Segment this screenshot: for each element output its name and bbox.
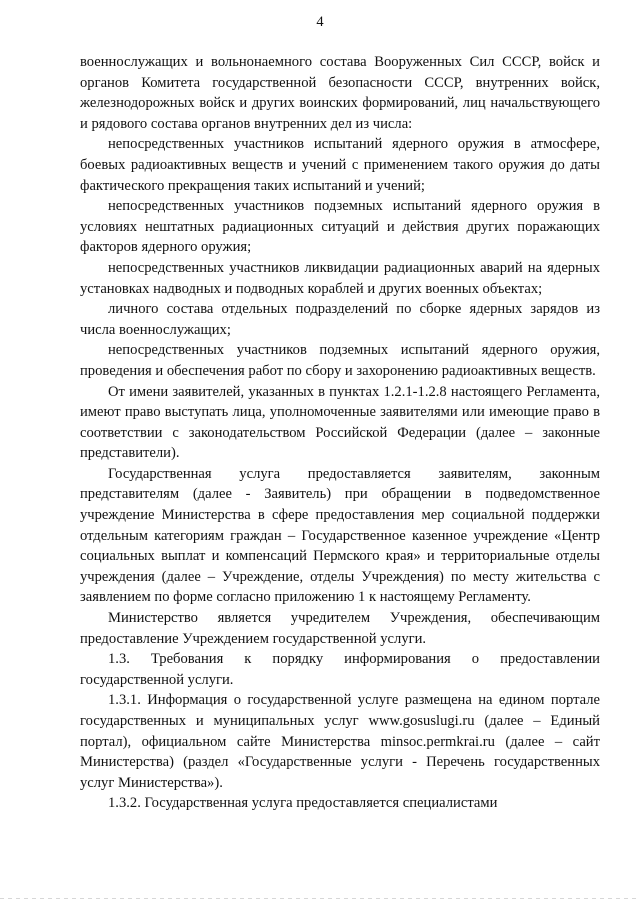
paragraph-section-1-3-1: 1.3.1. Информация о государственной услуге размещена на едином портале государственных и муниципальных услуг www.gosuslugi.ru (далее – Единый портал), официальном сайте Министерства minsoc.permkrai.ru (далее – сайт Министерства) (раздел «Государственные услуги - Перечень государственных услуг Министерства»). (80, 692, 600, 791)
paragraph-nuclear-tests-atmosphere: непосредственных участников испытаний ядерного оружия в атмосфере, боевых радиоактивных веществ и учений с применением такого оружия до даты фактического прекращения таких испытаний и учений; (80, 136, 600, 194)
paragraph-servicemen: военнослужащих и вольнонаемного состава Вооруженных Сил СССР, войск и органов Комитета государственной безопасности СССР, внутренних войск, железнодорожных войск и других воинских формирований, лиц начальствующего и рядового состава органов внутренних дел из числа: (80, 54, 600, 132)
paragraph-section-1-3: 1.3. Требования к порядку информирования о предоставлении государственной услуги. (80, 651, 600, 688)
paragraph-section-1-3-2: 1.3.2. Государственная услуга предоставляется специалистами (108, 795, 498, 812)
scan-edge-divider (0, 898, 640, 899)
paragraph-legal-representatives: От имени заявителей, указанных в пунктах 1.2.1-1.2.8 настоящего Регламента, имеют право выступать лица, уполномоченные заявителями или имеющие право в соответствии с законодательством Российской Федерации (далее – законные представители). (80, 383, 600, 462)
paragraph-assembly-personnel: личного состава отдельных подразделений по сборке ядерных зарядов из числа военнослужащих; (80, 301, 600, 338)
paragraph-underground-tests: непосредственных участников подземных испытаний ядерного оружия в условиях нештатных радиационных ситуаций и действия других поражающих факторов ядерного оружия; (80, 198, 600, 256)
document-body (80, 52, 600, 814)
paragraph-radioactive-disposal: непосредственных участников подземных испытаний ядерного оружия, проведения и обеспечения работ по сбору и захоронению радиоактивных веществ. (80, 342, 600, 379)
paragraph-service-provision: Государственная услуга предоставляется заявителям, законным представителям (далее - Заявитель) при обращении в подведомственное учреждение Министерства в сфере предоставления мер социальной поддержки отдельным категориям граждан – Государственное казенное учреждение «Центр социальных выплат и компенсаций Пермского края» и территориальные отделы учреждения (далее – Учреждение, отделы Учреждения) по месту жительства с заявлением по форме согласно приложению 1 к настоящему Регламенту. (80, 465, 600, 606)
paragraph-ministry-founder: Министерство является учредителем Учреждения, обеспечивающим предоставление Учреждением государственной услуги. (80, 610, 600, 647)
paragraph-radiation-accidents: непосредственных участников ликвидации радиационных аварий на ядерных установках надводных и подводных кораблей и других военных объектах; (80, 259, 600, 297)
page-number: 4 (316, 14, 324, 30)
